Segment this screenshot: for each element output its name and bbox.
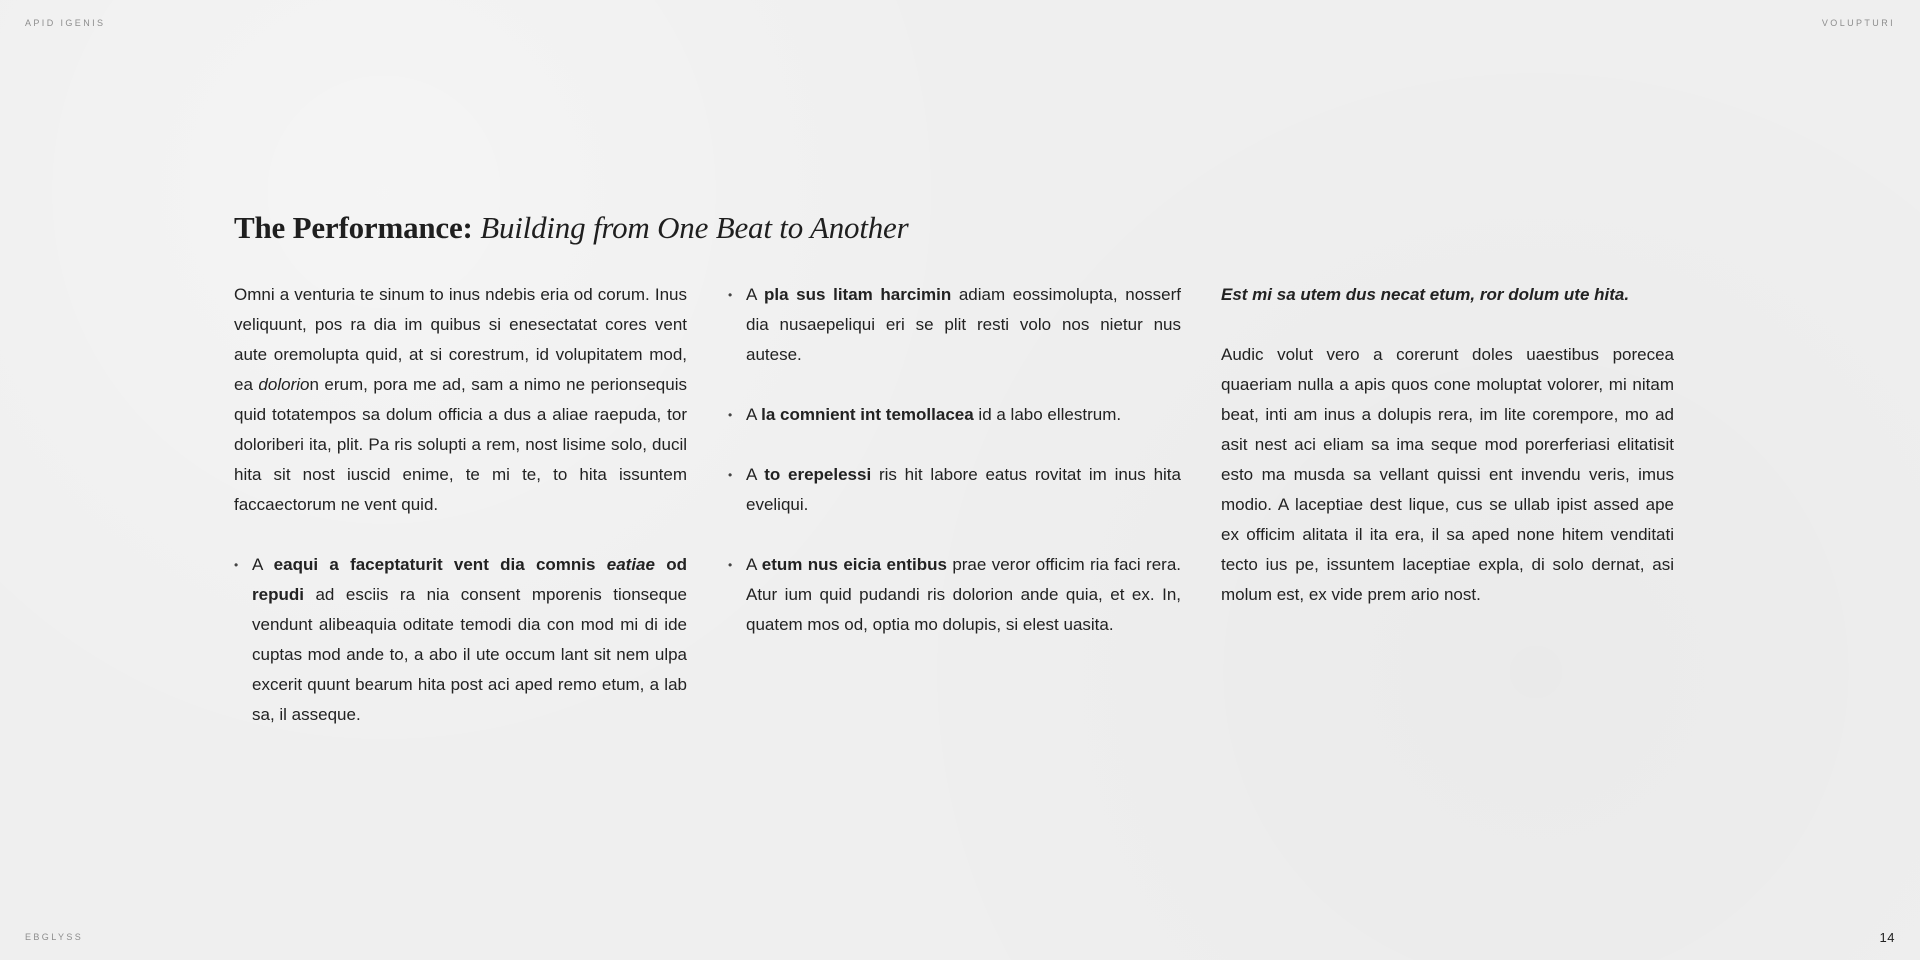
page-title-bold: The Performance:: [234, 210, 473, 245]
bullet-prefix: A: [746, 285, 765, 304]
column-3-paragraph: Audic volut vero a corerunt doles uaestibus porecea quaeriam nulla a apis quos cone moluptat volorer, mi nitam beat, inti am inus a dolupis rera, im lite corempore, mo ad asit nest aci eliam sa ima seque mod porerferiasi elitatisit esto ma musda sa vellant quissi ent invendu veris, imus modio. A laceptiae dest lique, cus se ullab ipist assed ape ex officim alitata il ita era, il sa aped none hitem venditati tecto ius pe, issuntem laceptiae expla, di solo dernat, asi molum est, ex vide prem ario nost.: [1221, 345, 1674, 604]
column-2: [728, 280, 1181, 640]
bullet-rest: adiam eossimolupta, nosserf dia nusaepeliqui eri se plit resti volo nos nietur nus autese.: [746, 285, 1182, 364]
column-1-paragraph-part-2: n erum, pora me ad, sam a nimo ne perionsequis quid totatempos sa dolum officia a dus a aliae raepuda, tor doloriberi ita, plit. Pa ris solupti a rem, nost lisime solo, ducil hita sit nost iuscid enime, te mi te, to hita issuntem faccaectorum ne vent quid.: [234, 375, 687, 514]
bullet-prefix: A: [746, 465, 765, 484]
column-1-bullet-prefix: A: [252, 555, 274, 574]
column-1: [234, 280, 687, 730]
paragraph-gap: [234, 520, 687, 550]
column-1-bullet-list: [234, 550, 687, 730]
column-1-bullet-rest: ad esciis ra nia consent mporenis tionseque vendunt alibeaquia oditate temodi dia con mod mi di ide cuptas mod ande to, a abo il ute occum lant sit nem ulpa excerit quunt bearum hita post aci aped remo etum, a lab sa, il asseque.: [252, 585, 687, 724]
bullet-bold: etum nus eicia entibus: [761, 555, 947, 574]
column-1-paragraph-italic: dolorio: [258, 375, 310, 394]
column-1-paragraph-part-1: Omni a venturia te sinum to inus ndebis eria od corum. Inus veliquunt, pos ra dia im quibus si enesectatat cores vent aute oremolupta quid, at si corestrum, id volupitatem mod, ea: [234, 285, 687, 394]
top-right-label: VOLUPTURI: [1821, 18, 1895, 28]
column-3-lead: Est mi sa utem dus necat etum, ror dolum ute hita.: [1221, 285, 1630, 304]
top-left-label: APID IGENIS: [25, 18, 106, 28]
page-number: 14: [1879, 930, 1895, 945]
bottom-left-label: EBGLYSS: [25, 932, 84, 942]
bullet-gap: [728, 370, 1181, 400]
column-2-bullet-item-1: [728, 280, 1181, 370]
paragraph-gap: [1221, 310, 1674, 340]
bullet-gap: [728, 520, 1181, 550]
page-title: [234, 210, 908, 246]
bullet-bold: to erepelessi: [764, 465, 872, 484]
column-2-bullet-item-3: [728, 460, 1181, 520]
column-3: [1221, 280, 1674, 610]
bullet-gap: [728, 430, 1181, 460]
column-1-paragraph: [234, 280, 687, 520]
bullet-rest: prae veror officim ria faci rera. Atur ium quid pudandi ris dolorion ande quia, et ex. In, quatem mos od, optia mo dolupis, si elest uasita.: [746, 555, 1181, 634]
bullet-rest: id a labo ellestrum.: [973, 405, 1122, 424]
bullet-rest: ris hit labore eatus rovitat im inus hita eveliqui.: [746, 465, 1181, 514]
column-1-bullet-bold-2: od repudi: [252, 555, 687, 604]
column-2-bullet-list: [728, 280, 1181, 640]
bullet-bold: la comnient int temollacea: [761, 405, 974, 424]
column-1-bullet-bold-italic: eatiae: [606, 555, 655, 574]
bullet-prefix: A: [746, 405, 762, 424]
column-2-bullet-item-2: [728, 400, 1181, 430]
bullet-bold: pla sus litam harcimin: [764, 285, 952, 304]
column-1-bullet-bold-1: eaqui a faceptaturit vent dia comnis: [273, 555, 607, 574]
column-1-bullet-item: [234, 550, 687, 730]
column-2-bullet-item-4: [728, 550, 1181, 640]
page-title-italic: Building from One Beat to Another: [480, 210, 909, 245]
bullet-prefix: A: [746, 555, 762, 574]
